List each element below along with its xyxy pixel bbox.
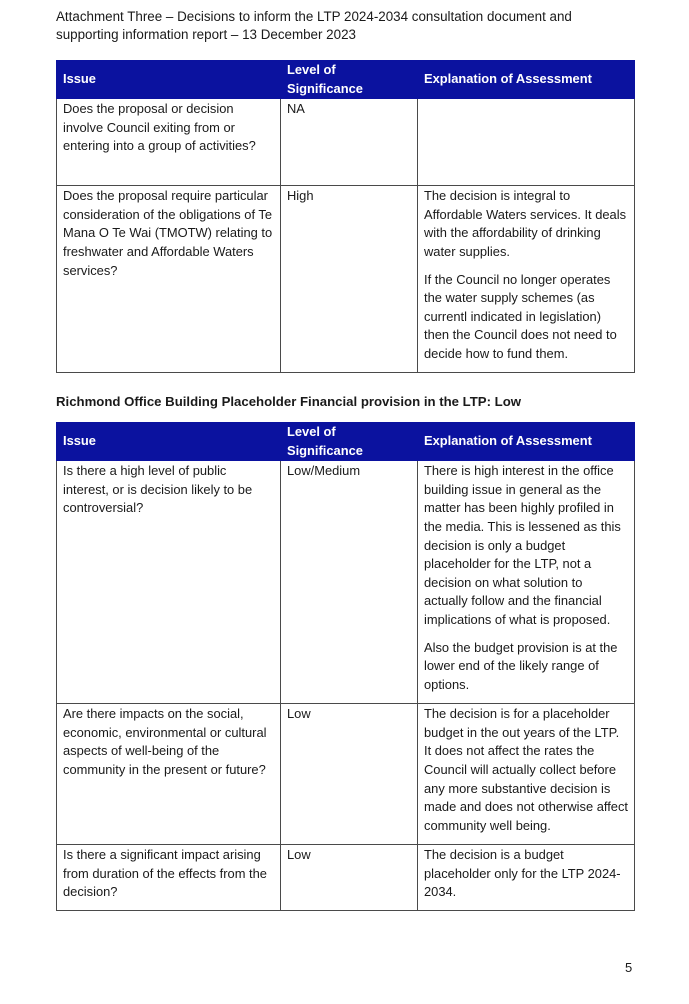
issue-cell: Does the proposal require particular consideration of the obligations of Te Mana O Te Wai (TMOTW) relating to freshwater and Affordable Waters services? [57,186,281,373]
explanation-paragraph: Also the budget provision is at the lower end of the likely range of options. [424,639,618,692]
table-row [57,99,635,186]
significance-table-2 [56,422,635,911]
significance-cell: Low [281,704,418,845]
table-row [57,845,635,911]
issue-cell: Does the proposal or decision involve Council exiting from or entering into a group of activities? [57,99,281,186]
column-header-significance: Level of Significance [281,423,418,461]
page-number: 5 [625,960,633,975]
explanation-cell [418,461,635,704]
significance-cell: NA [281,99,418,186]
column-header-explanation: Explanation of Assessment [418,423,635,461]
issue-cell: Is there a high level of public interest, or is decision likely to be controversial? [57,461,281,704]
significance-cell: Low/Medium [281,461,418,704]
column-header-issue: Issue [57,61,281,99]
explanation-cell [418,704,635,845]
table-header-row [57,423,635,461]
table-header-row [57,61,635,99]
significance-table-1 [56,60,635,373]
table-row [57,186,635,373]
explanation-cell [418,845,635,911]
significance-cell: High [281,186,418,373]
table-row [57,704,635,845]
issue-cell: Are there impacts on the social, economic, environmental or cultural aspects of well-being of the community in the present or future? [57,704,281,845]
issue-cell: Is there a significant impact arising from duration of the effects from the decision? [57,845,281,911]
column-header-explanation: Explanation of Assessment [418,61,635,99]
table-row [57,461,635,704]
column-header-significance: Level of Significance [281,61,418,99]
explanation-paragraph: The decision is integral to Affordable Waters services. It deals with the affordability of drinking water supplies. [424,188,627,259]
column-header-issue: Issue [57,423,281,461]
explanation-paragraph: There is high interest in the office building issue in general as the matter has been highly profiled in the media. This is lessened as this decision is only a budget placeholder for the LTP, not a decision on what solution to actually follow and the financial implications of what is proposed. [424,463,621,627]
section-title: Richmond Office Building Placeholder Financial provision in the LTP: Low [56,394,522,409]
explanation-cell [418,99,635,186]
explanation-paragraph: If the Council no longer operates the water supply schemes (as currentl indicated in legislation) then the Council does not need to decide how to fund them. [424,271,617,361]
explanation-paragraph: The decision is for a placeholder budget in the out years of the LTP. It does not affect the rates the Council will actually collect before any more substantive decision is made and does not otherwise affect community well being. [424,706,628,833]
significance-cell: Low [281,845,418,911]
explanation-cell [418,186,635,373]
document-header: Attachment Three – Decisions to inform the LTP 2024-2034 consultation document and supporting information report – 13 December 2023 [56,9,572,42]
explanation-paragraph: The decision is a budget placeholder only for the LTP 2024-2034. [424,847,621,900]
